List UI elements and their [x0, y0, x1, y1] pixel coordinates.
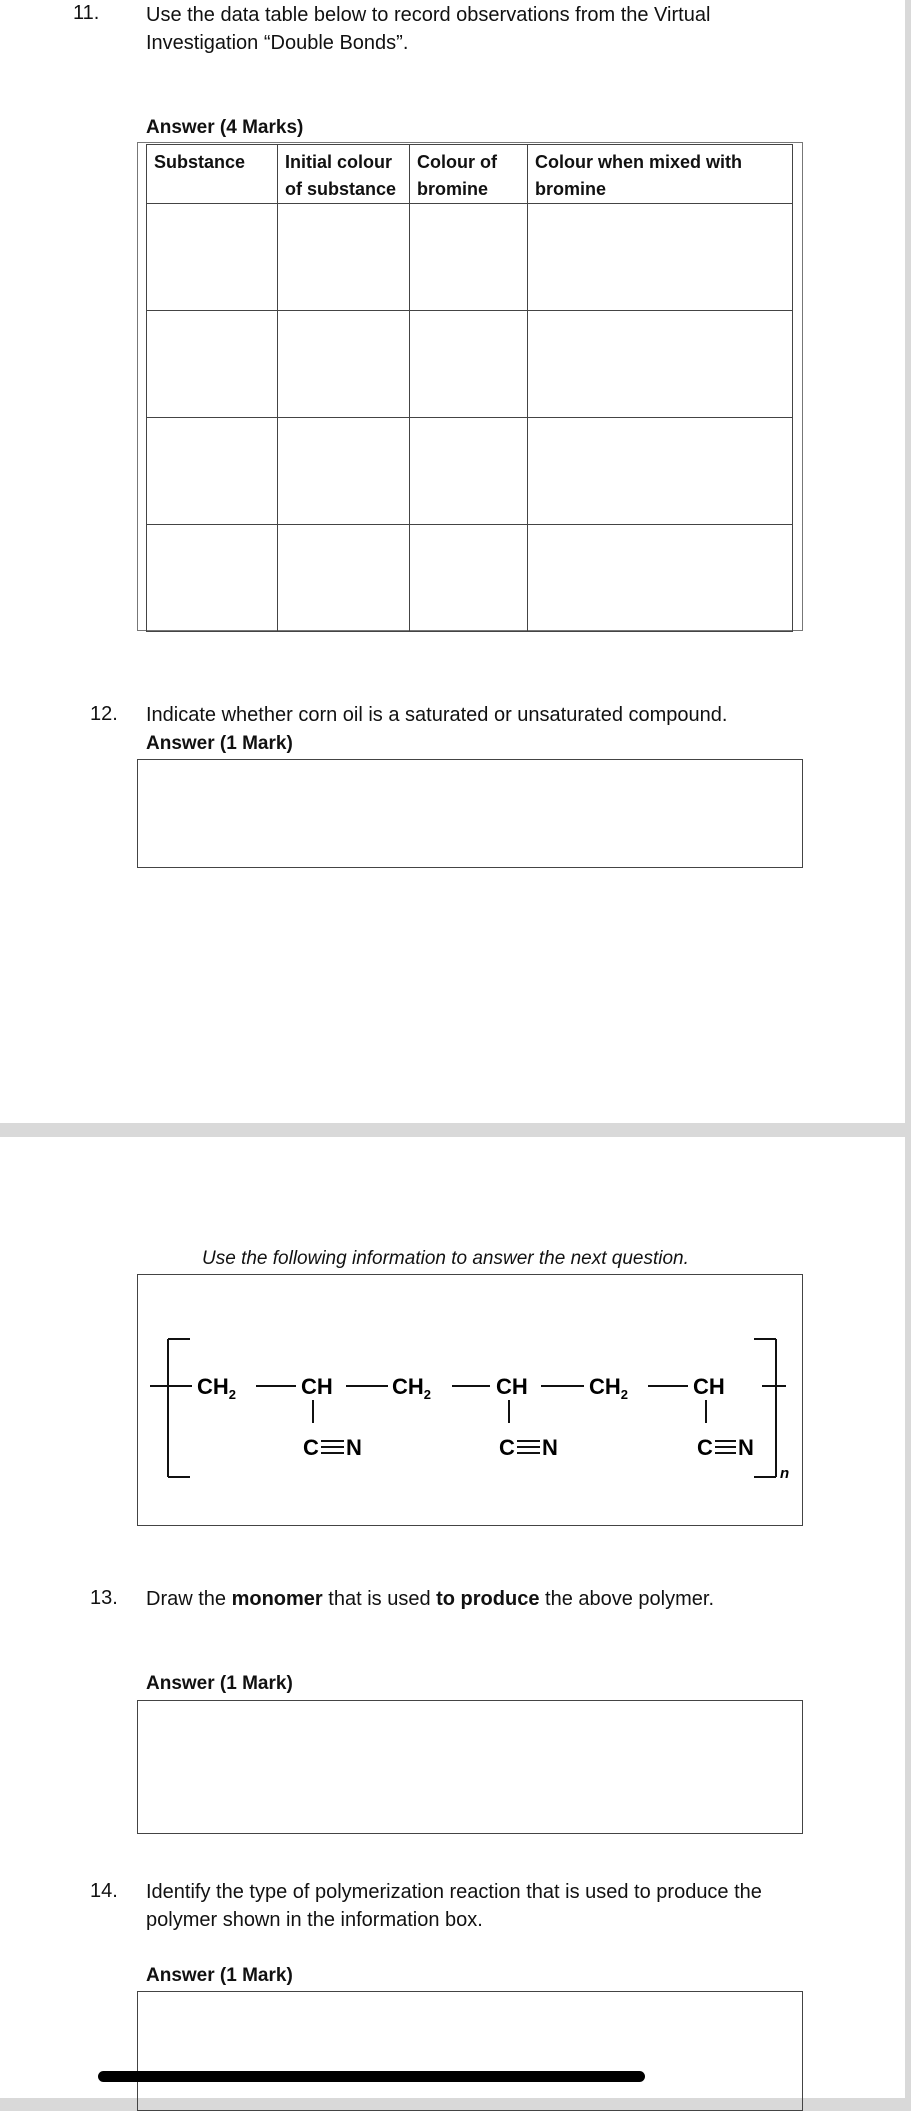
atom-ch2: $CH_2$: [589, 1374, 629, 1402]
question-14-text: Identify the type of polymerization reaction that is used to produce the polymer shown in the information box.: [146, 1881, 762, 1931]
left-bracket: [150, 1339, 192, 1477]
header-colour-of-bromine: Colour of bromine: [410, 145, 528, 204]
right-bracket: [754, 1339, 786, 1477]
atom-ch: CH: [496, 1374, 528, 1399]
question-14-answer-box[interactable]: [137, 1991, 803, 2111]
repeat-unit-n: n: [780, 1465, 790, 1482]
atom-ch: CH: [301, 1374, 333, 1399]
question-14-number: 14.: [90, 1880, 118, 1902]
question-14-answer-label: Answer (1 Mark): [146, 1965, 293, 1986]
nitrile-group-1: [303, 1435, 362, 1460]
vertical-bonds: [313, 1400, 706, 1423]
svg-text:C: C: [499, 1435, 515, 1460]
question-12-number: 12.: [90, 703, 118, 725]
header-colour-when-mixed: Colour when mixed with bromine: [528, 145, 793, 204]
question-13-answer-label: Answer (1 Mark): [146, 1673, 293, 1694]
svg-text:N: N: [542, 1435, 558, 1460]
question-11-line-1: Use the data table below to record observations from the Virtual: [146, 4, 711, 26]
question-12-answer-label: Answer (1 Mark): [146, 733, 293, 754]
question-13-answer-box[interactable]: [137, 1700, 803, 1834]
question-12-text: Indicate whether corn oil is a saturated or unsaturated compound.: [146, 704, 728, 726]
nitrile-group-2: [499, 1435, 558, 1460]
nitrile-group-3: [697, 1435, 754, 1460]
atom-ch2: $CH_2$: [392, 1374, 432, 1402]
question-11-number: 11.: [73, 2, 100, 24]
atom-ch2: $CH_2$: [197, 1374, 237, 1402]
question-13-number: 13.: [90, 1587, 118, 1609]
question-11-line-2: Investigation “Double Bonds”.: [146, 32, 409, 54]
header-substance: Substance: [147, 145, 278, 204]
svg-text:N: N: [346, 1435, 362, 1460]
info-intro: Use the following information to answer the next question.: [202, 1248, 689, 1269]
svg-text:C: C: [697, 1435, 713, 1460]
home-indicator-bar[interactable]: [98, 2071, 645, 2082]
atom-ch: CH: [693, 1374, 725, 1399]
question-11-answer-label: Answer (4 Marks): [146, 117, 304, 138]
svg-text:C: C: [303, 1435, 319, 1460]
svg-text:N: N: [738, 1435, 754, 1460]
question-13-text: Draw the monomer that is used to produce the above polymer.: [146, 1588, 715, 1610]
header-initial-colour: Initial colour of substance: [278, 145, 410, 204]
